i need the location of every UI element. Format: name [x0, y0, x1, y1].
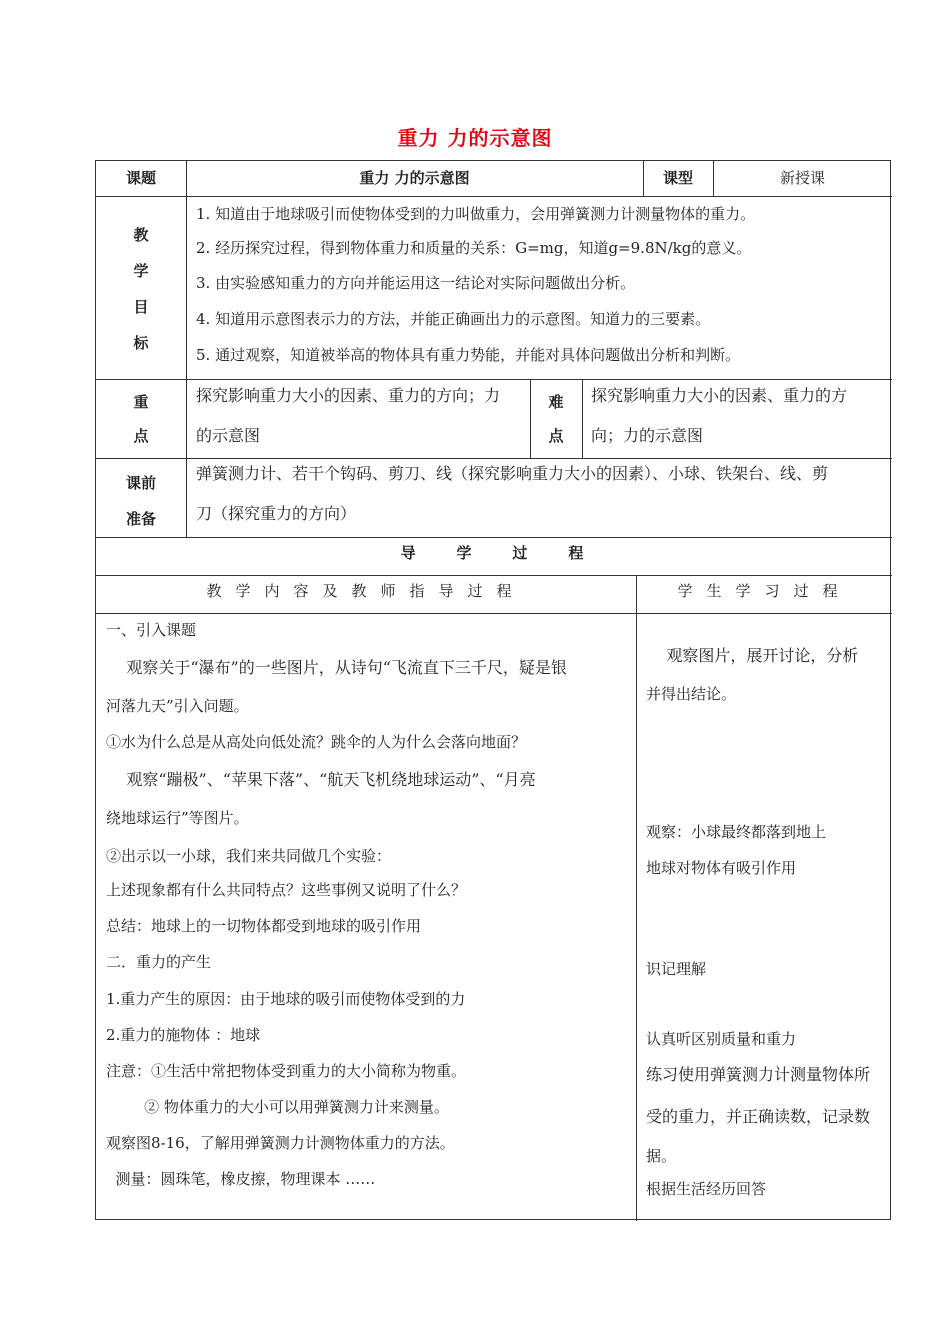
teacher-line: 上述现象都有什么共同特点？这些事例又说明了什么？: [106, 881, 467, 899]
student-line: 根据生活经历回答: [646, 1180, 767, 1198]
teacher-line: 2.重力的施物体 ：地球: [106, 1026, 261, 1044]
teacher-line: 二．重力的产生: [106, 953, 212, 971]
teacher-line: 河落九天”引入问题。: [106, 697, 249, 715]
prep-line: 刀（探究重力的方向）: [196, 504, 357, 523]
teacher-line: ①水为什么总是从高处向低处流？跳伞的人为什么会落向地面？: [106, 733, 527, 751]
teacher-line: ②出示以一小球，我们来共同做几个实验：: [106, 847, 392, 865]
teacher-line: ② 物体重力的大小可以用弹簧测力计来测量。: [106, 1098, 449, 1116]
objective-item: 1. 知道由于地球吸引而使物体受到的力叫做重力，会用弹簧测力计测量物体的重力。: [196, 205, 756, 223]
key-points-label: 重 点: [133, 393, 149, 445]
objective-item: 2. 经历探究过程，得到物体重力和质量的关系：G=mg，知道g=9.8N/kg的意义。: [196, 239, 752, 257]
student-line: 识记理解: [646, 960, 707, 978]
student-line: 并得出结论。: [646, 685, 737, 703]
type-value: 新授课: [779, 169, 825, 187]
student-line: 认真听区别质量和重力: [646, 1030, 797, 1048]
teacher-line: 观察关于“瀑布”的一些图片，从诗句“飞流直下三千尺，疑是银: [106, 658, 567, 677]
key-points-line: 探究影响重力大小的因素、重力的方向；力: [196, 386, 501, 405]
teacher-line: 观察“蹦极”、“苹果下落”、“航天飞机绕地球运动”、“月亮: [106, 770, 536, 789]
page-title: 重力 力的示意图: [397, 126, 553, 150]
objective-item: 3. 由实验感知重力的方向并能运用这一结论对实际问题做出分析。: [196, 274, 636, 292]
objective-item: 4. 知道用示意图表示力的方法，并能正确画出力的示意图。知道力的三要素。: [196, 310, 711, 328]
student-column-header: 学生学习过程: [677, 582, 852, 600]
lesson-plan-table: [95, 160, 891, 1220]
objective-item: 5. 通过观察，知道被举高的物体具有重力势能，并能对具体问题做出分析和判断。: [196, 346, 741, 364]
student-line: 受的重力，并正确读数，记录数: [646, 1107, 871, 1126]
student-line: 观察图片，展开讨论，分析: [646, 646, 859, 665]
student-line: 地球对物体有吸引作用: [646, 859, 797, 877]
teacher-line: 观察图8-16，了解用弹簧测力计测物体重力的方法。: [106, 1134, 455, 1152]
teacher-column-header: 教学内容及教师指导过程: [206, 582, 526, 600]
process-header: 导 学 过 程: [400, 544, 588, 562]
student-line: 练习使用弹簧测力计测量物体所: [646, 1065, 871, 1084]
student-line: 据。: [646, 1147, 677, 1165]
teacher-line: 测量：圆珠笔，橡皮擦，物理课本 ……: [106, 1170, 376, 1188]
difficult-points-line: 探究影响重力大小的因素、重力的方: [591, 386, 848, 405]
difficult-points-label: 难 点: [548, 393, 564, 445]
teacher-line: 绕地球运行”等图片。: [106, 809, 249, 827]
teacher-line: 注意：①生活中常把物体受到重力的大小简称为物重。: [106, 1062, 467, 1080]
key-points-line: 的示意图: [196, 426, 261, 445]
teacher-line: 1.重力产生的原因：由于地球的吸引而使物体受到的力: [106, 990, 466, 1008]
topic-label: 课题: [125, 169, 156, 187]
prep-line: 弹簧测力计、若干个钩码、剪刀、线（探究影响重力大小的因素）、小球、铁架台、线、剪: [196, 464, 829, 483]
difficult-points-line: 向；力的示意图: [591, 426, 704, 445]
type-label: 课型: [662, 169, 693, 187]
objectives-label: 教 学 目 标: [133, 226, 149, 352]
prep-label: 课前 准备: [125, 474, 156, 528]
student-line: 观察：小球最终都落到地上: [646, 823, 827, 841]
teacher-line: 总结：地球上的一切物体都受到地球的吸引作用: [106, 917, 422, 935]
topic-value: 重力 力的示意图: [359, 169, 470, 187]
teacher-line: 一、引入课题: [106, 621, 197, 639]
